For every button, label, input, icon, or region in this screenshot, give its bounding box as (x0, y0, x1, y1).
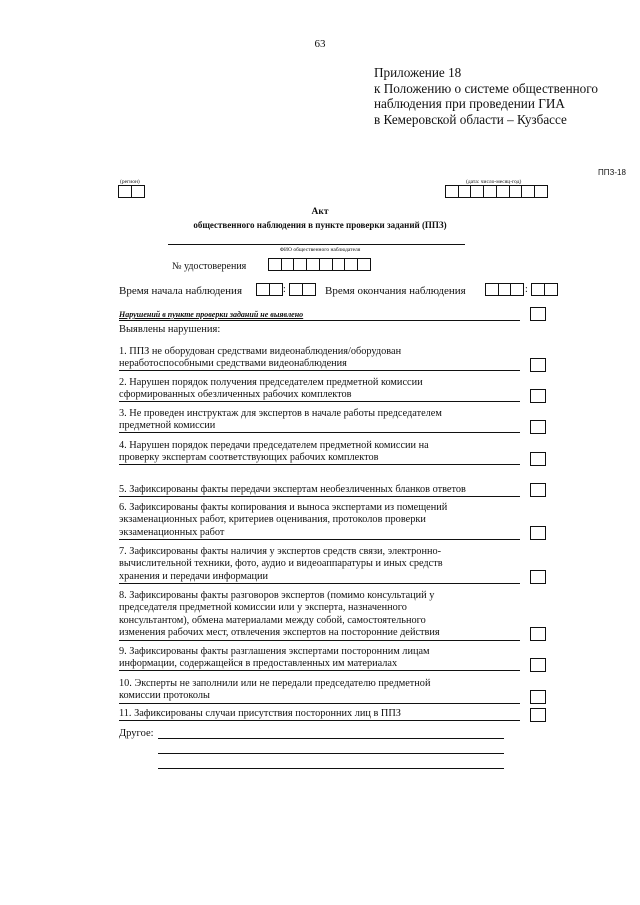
other-line[interactable] (158, 738, 504, 739)
time-separator: : (525, 284, 528, 295)
violation-item-1: 1. ППЗ не оборудован средствами видеонаблюдения/оборудован неработоспособными средствами видеонаблюдения (119, 346, 402, 370)
row-rule (119, 401, 520, 402)
id-cell[interactable] (357, 258, 371, 271)
other-label: Другое: (119, 728, 154, 739)
violations-header: Выявлены нарушения: (119, 324, 221, 335)
region-label: (регион) (120, 179, 140, 185)
time-cell[interactable] (302, 283, 316, 296)
violation-item-11: 11. Зафиксированы случаи присутствия посторонних лиц в ППЗ (119, 708, 401, 719)
appendix-line: наблюдения при проведении ГИА (374, 96, 565, 111)
violation-item-3: 3. Не проведен инструктаж для экспертов в начале работы председателем предметной комиссии (119, 408, 442, 432)
date-cell[interactable] (534, 185, 548, 198)
violation-item-4: 4. Нарушен порядок передачи председателем предметной комиссии на проверку экспертам соответствующих рабочих комплектов (119, 440, 429, 464)
violation-checkbox-5[interactable] (530, 483, 546, 497)
form-code: ППЗ-18 (598, 168, 626, 177)
act-subtitle: общественного наблюдения в пункте проверки заданий (ППЗ) (193, 220, 447, 230)
violation-item-6: 6. Зафиксированы факты копирования и выноса экспертами из помещений экзаменационных работ, критериев оценивания, протоколов проверки экзаменационных работ (119, 502, 448, 538)
row-rule (119, 432, 520, 433)
violation-checkbox-6[interactable] (530, 526, 546, 540)
violation-item-8: 8. Зафиксированы факты разговоров экспертов (помимо консультаций у председателя предметной комиссии или у эксперта, назначенного консультантом), обмена материалами между собой, самостоятельного изменения рабочих мест, отвлечения экспертов на посторонние действия (119, 590, 440, 639)
row-rule (119, 640, 520, 641)
observer-caption: ФИО общественного наблюдателя (279, 247, 361, 253)
appendix-line: к Положению о системе общественного (374, 80, 598, 96)
end-minutes[interactable] (531, 283, 556, 301)
appendix-line: в Кемеровской области – Кузбассе (374, 111, 567, 127)
date-label: (дата: число-месяц-год) (466, 179, 522, 185)
violation-item-2: 2. Нарушен порядок получения председателем предметной комиссии сформированных обезличенных рабочих комплектов (119, 377, 423, 401)
row-rule (119, 370, 520, 371)
date-cells[interactable] (445, 185, 547, 203)
violation-item-7: 7. Зафиксированы факты наличия у экспертов средств связи, электронно- вычислительной техники, фото, аудио и видеоаппаратуры и иных средств хранения и передачи информации (119, 546, 443, 582)
time-cell[interactable] (269, 283, 283, 296)
time-separator: : (283, 284, 286, 295)
other-line[interactable] (158, 768, 504, 769)
start-minutes[interactable] (289, 283, 314, 301)
row-rule (119, 539, 520, 540)
violation-checkbox-4[interactable] (530, 452, 546, 466)
violation-checkbox-11[interactable] (530, 708, 546, 722)
end-hours[interactable] (485, 283, 523, 301)
time-cell[interactable] (544, 283, 558, 296)
row-rule (119, 464, 520, 465)
row-rule (119, 703, 520, 704)
violation-item-9: 9. Зафиксированы факты разглашения экспертами посторонним лицам информации, содержащейся в предоставленных им материалах (119, 646, 430, 670)
start-hours[interactable] (256, 283, 281, 301)
other-line[interactable] (158, 753, 504, 754)
violation-item-10: 10. Эксперты не заполнили или не передали председателю предметной комиссии протоколы (119, 678, 431, 702)
appendix-note (374, 65, 598, 127)
region-cell[interactable] (131, 185, 145, 198)
row-rule (119, 720, 520, 721)
appendix-line: Приложение 18 (374, 65, 462, 80)
observer-name-line[interactable] (168, 244, 465, 245)
row-rule (119, 670, 520, 671)
act-title: Акт (311, 207, 329, 217)
row-rule (119, 320, 520, 321)
violation-checkbox-1[interactable] (530, 358, 546, 372)
row-rule (119, 583, 520, 584)
violation-checkbox-10[interactable] (530, 690, 546, 704)
id-label: № удостоверения (172, 261, 247, 272)
id-cells[interactable] (268, 258, 370, 276)
end-time-label: Время окончания наблюдения (325, 285, 466, 297)
violation-checkbox-2[interactable] (530, 389, 546, 403)
violation-checkbox-9[interactable] (530, 658, 546, 672)
violation-checkbox-3[interactable] (530, 420, 546, 434)
region-cells[interactable] (118, 185, 143, 203)
start-time-label: Время начала наблюдения (119, 285, 243, 297)
row-rule (119, 496, 520, 497)
time-cell[interactable] (510, 283, 524, 296)
violation-checkbox-8[interactable] (530, 627, 546, 641)
no-violations-label: Нарушений в пункте проверки заданий не выявлено (119, 310, 304, 319)
violation-item-5: 5. Зафиксированы факты передачи экспертам необезличенных бланков ответов (119, 484, 466, 495)
violation-checkbox-7[interactable] (530, 570, 546, 584)
no-violations-checkbox[interactable] (530, 307, 546, 321)
page-number: 63 (314, 38, 326, 50)
